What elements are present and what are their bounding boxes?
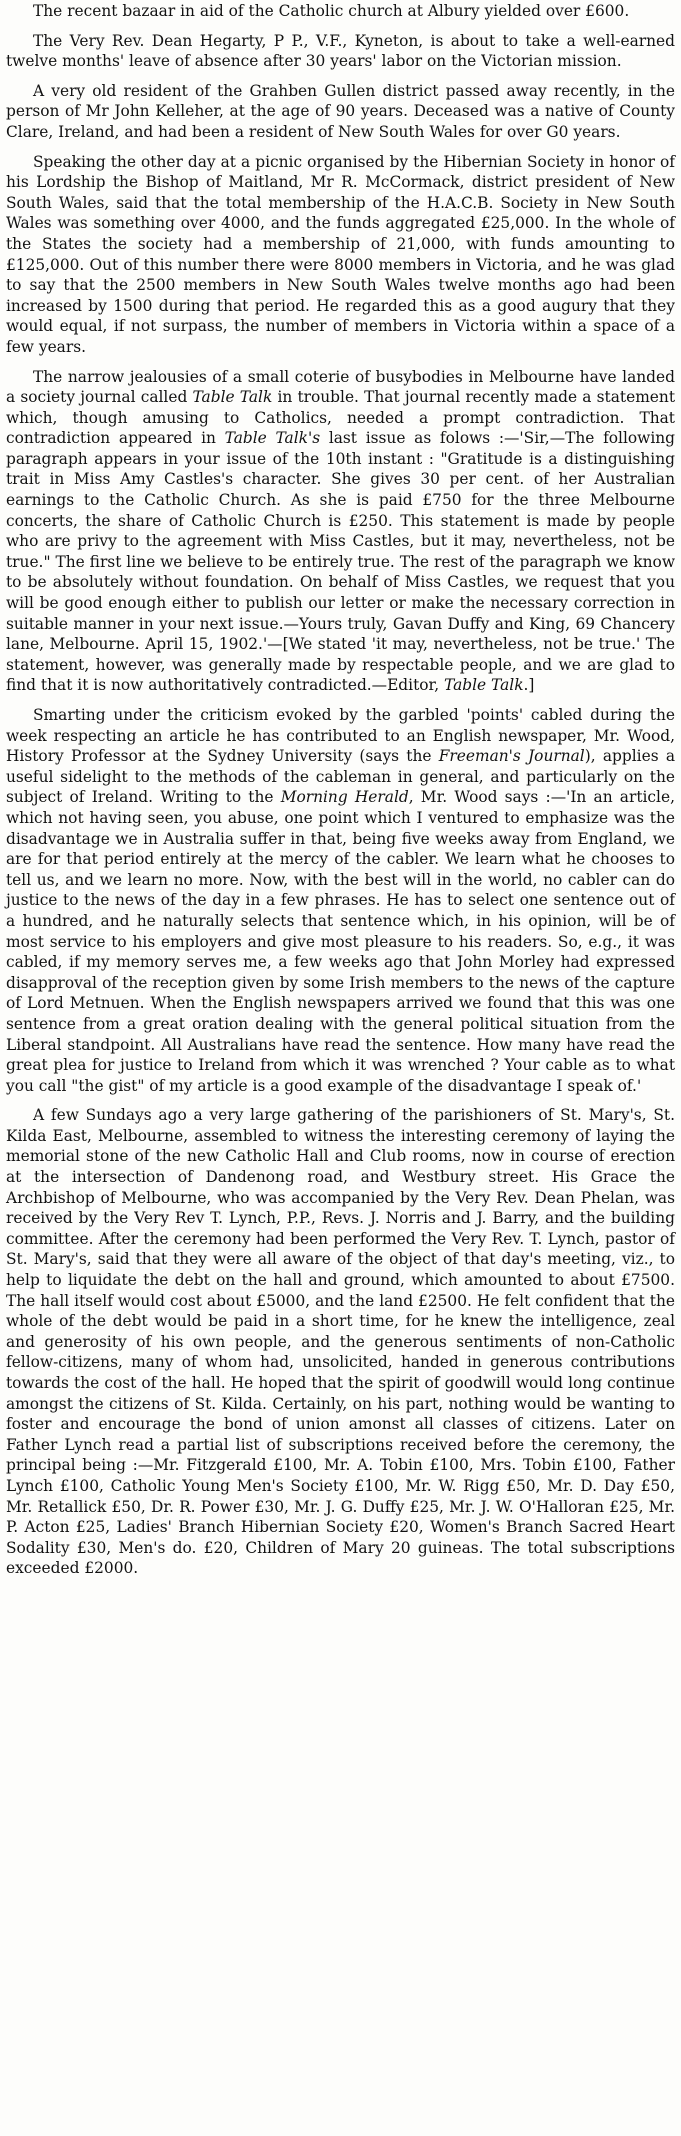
paragraph-dean-hegarty [6,31,675,72]
paragraph-albury-bazaar [6,1,675,22]
paragraph-st-marys-hall [6,1105,675,1579]
paragraph-text: last issue as folows :—'Sir,—The following paragraph appears in your issue of the 10th instant : "Gratitude is a distinguishing trait in Miss Amy Castles's character. She gives 30 per cent. of her Australian earnings to the Catholic Church. As she is paid £750 for the three Melbourne concerts, the share of Catholic Church is £250. This statement is made by people who are privy to the agreement with Miss Castles, but it may, nevertheless, not be true." The first line we believe to be entirely true. The rest of the paragraph we know to be absolutely without foundation. On behalf of Miss Castles, we request that you will be good enough either to publish our letter or make the necessary correction in suitable manner in your next issue.—Yours truly, Gavan Duffy and King, 69 Chancery lane, Melbourne. April 15, 1902.'—[We stated 'it may, nevertheless, not be true.' The statement, however, was generally made by respectable people, and we are glad to find that it is now authoritatively contradicted.—Editor, [6,429,676,695]
journal-title: Table Talk [192,388,273,407]
journal-title: Table Talk's [224,429,321,448]
paragraph-professor-wood [6,705,675,1096]
journal-title: Table Talk [444,676,524,695]
paragraph-text: ), applies a useful sidelight to the methods of the cableman in general, and particularly on the subject of Ireland. Writing to the [6,747,676,807]
paragraph-hibernian-society [6,152,675,358]
paragraph-text: The Very Rev. Dean Hegarty, P P., V.F., Kyneton, is about to take a well-earned twelve months' leave of absence after 30 years' labor on the Victorian mission. [6,31,675,71]
paragraph-text: Speaking the other day at a picnic organised by the Hibernian Society in honor of his Lordship the Bishop of Maitland, Mr R. McCormack, district president of New South Wales, said that the total membership of the H.A.C.B. Society in New South Wales was something over 4000, and the funds aggregated £25,000. In the whole of the States the society had a membership of 21,000, with funds amounting to £125,000. Out of this number there were 8000 members in Victoria, and he was glad to say that the 2500 members in New South Wales twelve months ago had been increased by 1500 during that period. He regarded this as a good augury that they would equal, if not surpass, the number of members in Victoria within a space of a few years. [6,152,675,356]
paragraph-text: in trouble. That journal recently made a statement which, though amusing to Catholics, needed a prompt contradiction. That contradiction appeared in [6,388,675,448]
paragraph-text: , Mr. Wood says :—'In an article, which not having seen, you abuse, one point which I ventured to emphasize was the disadvantage we in Australia suffer in that, being five weeks away from England, we are for that period entirely at the mercy of the cabler. We learn what he chooses to tell us, and we learn no more. Now, with the best will in the world, no cabler can do justice to the news of the day in a few phrases. He has to select one sentence out of a hundred, and he naturally selects that sentence which, in his opinion, will be of most service to his employers and give most pleasure to his readers. So, e.g., it was cabled, if my memory serves me, a few weeks ago that John Morley had expressed disapproval of the reception given by some Irish members to the news of the capture of Lord Metnuen. When the English newspapers arrived we found that this was one sentence from a great oration dealing with the general political situation from the Liberal standpoint. All Australians have read the sentence. How many have read the great plea for justice to Ireland from which it was wrenched ? Your cable as to what you call "the gist" of my article is a good example of the disadvantage I speak of.' [6,788,675,1095]
paragraph-kelleher-obituary [6,81,675,143]
paragraph-text: A few Sundays ago a very large gathering of the parishioners of St. Mary's, St. Kilda East, Melbourne, assembled to witness the interesting ceremony of laying the memorial stone of the new Catholic Hall and Club rooms, now in course of erection at the intersection of Dandenong road, and Westbury street. His Grace the Archbishop of Melbourne, who was accompanied by the Very Rev. Dean Phelan, was received by the Very Rev T. Lynch, P.P., Revs. J. Norris and J. Barry, and the building committee. After the ceremony had been performed the Very Rev. T. Lynch, pastor of St. Mary's, said that they were all aware of the object of that day's meeting, viz., to help to liquidate the debt on the hall and ground, which amounted to about £7500. The hall itself would cost about £5000, and the land £2500. He felt confident that the whole of the debt would be paid in a short time, for he knew the intelligence, zeal and generosity of his own people, and the generous sentiments of non-Catholic fellow-citizens, many of whom had, unsolicited, handed in generous contributions towards the cost of the hall. He hoped that the spirit of goodwill would long continue amongst the citizens of St. Kilda. Certainly, on his part, nothing would be wanting to foster and encourage the bond of union amonst all classes of citizens. Later on Father Lynch read a partial list of subscriptions received before the ceremony, the principal being :—Mr. Fitzgerald £100, Mr. A. Tobin £100, Mrs. Tobin £100, Father Lynch £100, Catholic Young Men's Society £100, Mr. W. Rigg £50, Mr. D. Day £50, Mr. Retallick £50, Dr. R. Power £30, Mr. J. G. Duffy £25, Mr. J. W. O'Halloran £25, Mr. P. Acton £25, Ladies' Branch Hibernian Society £20, Women's Branch Sacred Heart Sodality £30, Men's do. £20, Children of Mary 20 guineas. The total subscriptions exceeded £2000. [6,1106,675,1578]
journal-title: Morning Herald [280,788,409,807]
paragraph-text: The narrow jealousies of a small coterie of busybodies in Melbourne have landed a society journal called [6,367,675,407]
paragraph-text: Smarting under the criticism evoked by the garbled 'points' cabled during the week respecting an article he has contributed to an English newspaper, Mr. Wood, History Professor at the Sydney University (says the [6,706,675,766]
paragraph-text: The recent bazaar in aid of the Catholic church at Albury yielded over £600. [33,2,630,20]
paragraph-text: A very old resident of the Grahben Gullen district passed away recently, in the person of Mr John Kelleher, at the age of 90 years. Deceased was a native of County Clare, Ireland, and had been a resident of New South Wales for over G0 years. [6,81,675,141]
paragraph-text: .] [523,676,535,695]
paragraph-table-talk [6,367,675,697]
journal-title: Freeman's Journal [438,747,585,766]
